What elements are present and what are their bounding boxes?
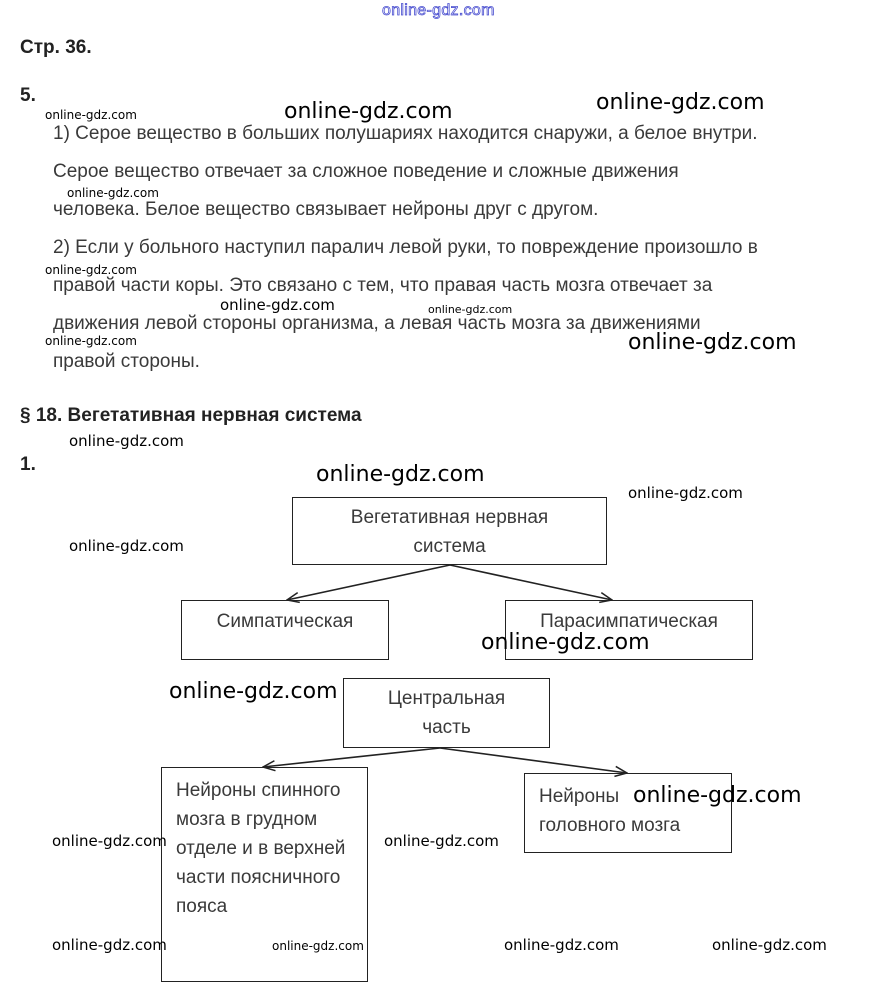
watermark: online-gdz.com — [45, 334, 137, 348]
answer-line: правой части коры. Это связано с тем, что правая часть мозга отвечает за — [53, 275, 713, 296]
answer-line: 2) Если у больного наступил паралич левой руки, то повреждение произошло в — [53, 237, 758, 258]
watermark: online-gdz.com — [69, 537, 184, 555]
task-number: 5. — [20, 85, 36, 106]
arrow-to-brain-neurons — [440, 748, 627, 773]
watermark: online-gdz.com — [284, 99, 453, 124]
answer-line: правой стороны. — [53, 351, 200, 372]
diagram-sympathetic-box — [181, 600, 389, 660]
diagram-brain-neurons-label: Нейроны головного мозга — [539, 786, 681, 836]
watermark: online-gdz.com — [384, 832, 499, 850]
watermark: online-gdz.com — [596, 90, 765, 115]
watermark: online-gdz.com — [272, 939, 364, 953]
arrow-to-parasympathetic — [450, 565, 612, 600]
watermark: online-gdz.com — [52, 936, 167, 954]
watermark: online-gdz.com — [45, 263, 137, 277]
watermark: online-gdz.com — [67, 186, 159, 200]
diagram-spinal-neurons-label: Нейроны спинного мозга в грудном отделе и в верхней части поясничного пояса — [176, 780, 346, 917]
diagram-center-label: Центральная часть — [387, 688, 506, 738]
section-title: § 18. Вегетативная нервная система — [20, 405, 362, 426]
watermark: online-gdz.com — [52, 832, 167, 850]
watermark: online-gdz.com — [628, 484, 743, 502]
answer-line: 1) Серое вещество в больших полушариях находится снаружи, а белое внутри. — [53, 123, 758, 144]
watermark: online-gdz.com — [481, 630, 650, 655]
diagram-root-label: Вегетативная нервная система — [350, 507, 549, 557]
watermark: online-gdz.com — [633, 783, 802, 808]
watermark: online-gdz.com — [316, 462, 485, 487]
watermark: online-gdz.com — [504, 936, 619, 954]
watermark: online-gdz.com — [628, 330, 797, 355]
diagram-root-box — [292, 497, 607, 565]
diagram-sympathetic-label: Симпатическая — [216, 611, 354, 632]
arrow-to-sympathetic — [287, 565, 450, 600]
diagram-center-box — [343, 678, 550, 748]
arrow-to-spinal-neurons — [263, 748, 440, 767]
page-heading: Стр. 36. — [20, 37, 92, 58]
answer-line: движения левой стороны организма, а левая часть мозга за движениями — [53, 313, 701, 334]
watermark: online-gdz.com — [220, 296, 335, 314]
diagram-parasympathetic-label: Парасимпатическая — [540, 611, 718, 632]
watermark: online-gdz.com — [69, 432, 184, 450]
answer-line: человека. Белое вещество связывает нейроны друг с другом. — [53, 199, 599, 220]
watermark: online-gdz.com — [428, 303, 513, 316]
task-number: 1. — [20, 454, 36, 475]
watermark: online-gdz.com — [45, 108, 137, 122]
answer-line: Серое вещество отвечает за сложное поведение и сложные движения — [53, 161, 679, 182]
site-logo[interactable]: online-gdz.com — [382, 2, 495, 19]
watermark: online-gdz.com — [712, 936, 827, 954]
watermark: online-gdz.com — [169, 679, 338, 704]
